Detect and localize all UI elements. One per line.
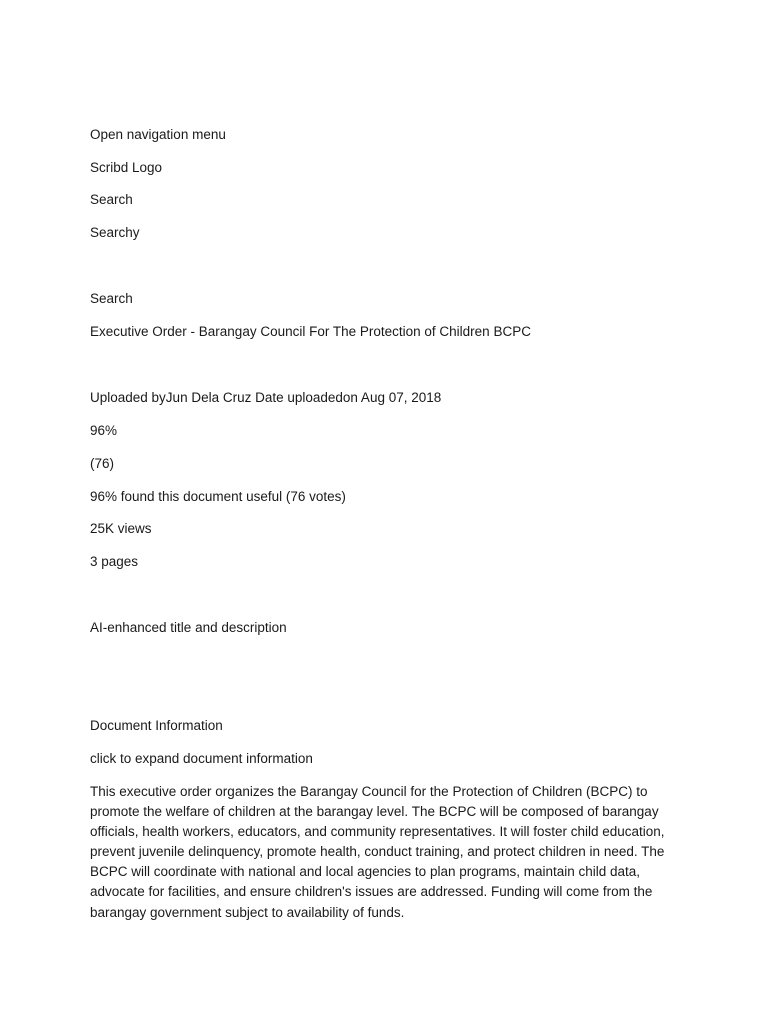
document-information-heading: Document Information [90,718,223,733]
open-navigation-menu-button[interactable]: Open navigation menu [90,127,226,142]
upload-info: Uploaded byJun Dela Cruz Date uploadedon Aug 07, 2018 [90,390,442,405]
rating-count[interactable]: (76) [90,456,115,471]
search-input[interactable]: Searchy [90,225,140,240]
rating-percent[interactable]: 96% [90,423,118,438]
document-description: This executive order organizes the Barangay Council for the Protection of Children (BCPC) to promote the welfare of children at the barangay level. The BCPC will be composed of barangay officials, health workers, educators, and community representatives. It will foster child education, prevent juvenile delinquency, promote health, conduct training, and protect children in need. The BCPC will coordinate with national and local agencies to plan programs, maintain child data, advocate for facilities, and ensure children's issues are addressed. Funding will come from the barangay government subject to availability of funds. [90,784,665,920]
scribd-logo[interactable]: Scribd Logo [90,160,163,175]
expand-document-information-button[interactable]: click to expand document information [90,751,313,766]
view-count: 25K views [90,521,152,536]
search-label[interactable]: Search [90,192,133,207]
usefulness-summary: 96% found this document useful (76 votes) [90,489,346,504]
page-count: 3 pages [90,554,139,569]
document-title: Executive Order - Barangay Council For The Protection of Children BCPC [90,324,531,339]
search-button[interactable]: Search [90,291,133,306]
ai-enhanced-label: AI-enhanced title and description [90,620,287,635]
